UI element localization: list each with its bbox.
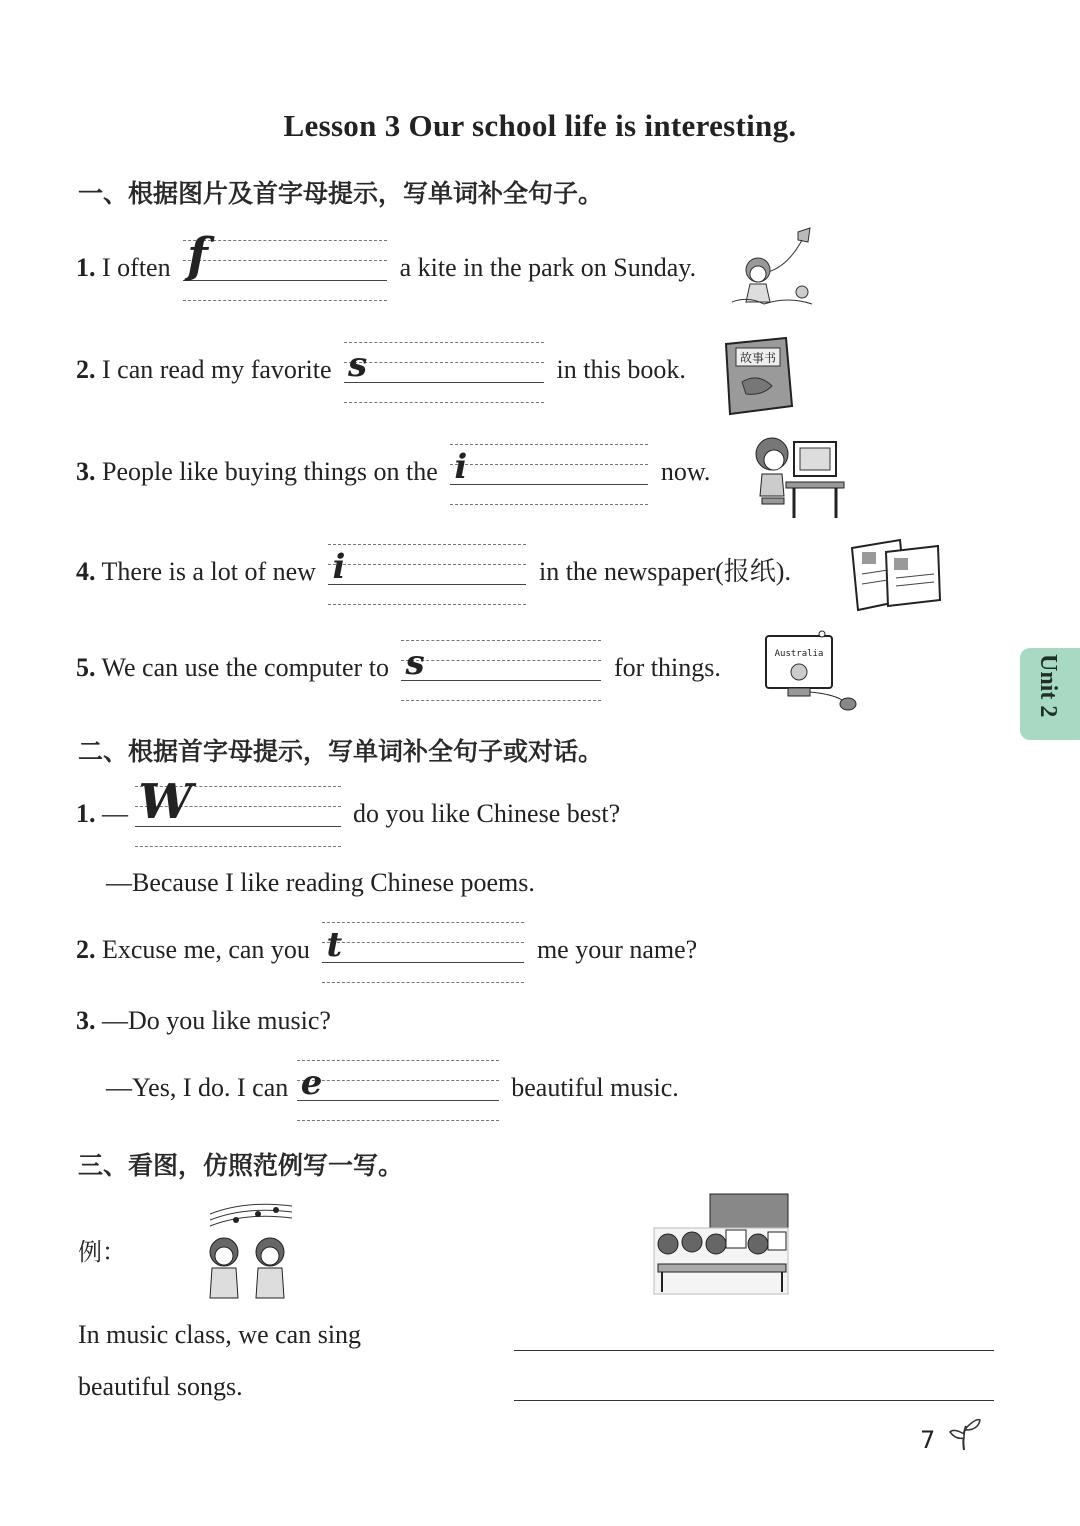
s2-item-3-reply xyxy=(106,1058,679,1122)
sentence-start: I can read my favorite xyxy=(102,354,332,384)
item-number: 3. xyxy=(76,1006,96,1035)
example-sentence-line2: beautiful songs. xyxy=(78,1372,243,1401)
answer-blank[interactable] xyxy=(328,542,526,606)
hint-letter: i xyxy=(332,547,346,587)
hint-letter: t xyxy=(326,925,343,965)
newspapers-illustration xyxy=(848,538,944,614)
sentence-end: a kite in the park on Sunday. xyxy=(399,252,697,282)
hint-letter: i xyxy=(454,447,468,487)
sentence-end: me your name? xyxy=(536,934,698,964)
girls-singing-illustration xyxy=(196,1196,300,1302)
lesson-title: Lesson 3 Our school life is interesting. xyxy=(283,108,797,143)
hint-letter: W xyxy=(138,774,193,830)
sprout-icon xyxy=(948,1416,982,1452)
girl-flying-kite-illustration xyxy=(728,226,820,310)
sentence-end: now. xyxy=(660,456,711,486)
sentence-start: There is a lot of new xyxy=(101,556,316,586)
dash: — xyxy=(102,798,128,828)
sentence-start: We can use the computer to xyxy=(101,652,389,682)
s2-item-1-reply: —Because I like reading Chinese poems. xyxy=(106,868,535,897)
answer-blank[interactable] xyxy=(401,638,601,702)
s2-item-1 xyxy=(76,774,621,848)
page-number: 7 xyxy=(920,1426,936,1454)
item-number: 1. xyxy=(76,252,96,282)
answer-line-2[interactable] xyxy=(514,1400,994,1401)
reply-start: —Yes, I do. I can xyxy=(106,1072,289,1102)
answer-blank[interactable] xyxy=(297,1058,499,1122)
item-number: 1. xyxy=(76,798,96,828)
hint-letter: f xyxy=(187,228,208,284)
computer-illustration xyxy=(762,630,862,714)
section3-heading: 三、看图，仿照范例写一写。 xyxy=(78,1151,404,1180)
book-label: 故事书 xyxy=(739,351,777,365)
s1-item-5 xyxy=(76,638,721,702)
sentence-start: I often xyxy=(102,252,171,282)
sentence-start: Excuse me, can you xyxy=(102,934,310,964)
storybook-illustration xyxy=(722,334,796,416)
answer-blank[interactable] xyxy=(344,340,544,404)
computer-class-illustration xyxy=(652,1192,790,1296)
hint-letter: s xyxy=(405,643,425,683)
girl-at-computer-illustration xyxy=(750,434,846,520)
answer-line-1[interactable] xyxy=(514,1350,994,1351)
sentence-end: in the newspaper(报纸). xyxy=(538,556,791,586)
section1-heading: 一、根据图片及首字母提示，写单词补全句子。 xyxy=(78,179,604,208)
answer-blank[interactable] xyxy=(450,442,648,506)
hint-letter: e xyxy=(300,1063,323,1103)
s2-item-3 xyxy=(76,1006,331,1036)
answer-blank[interactable] xyxy=(322,920,524,984)
s1-item-3 xyxy=(76,442,710,506)
unit-tab-label: Unit 2 xyxy=(1035,654,1061,718)
sentence-start: People like buying things on the xyxy=(102,456,438,486)
item-number: 2. xyxy=(76,354,96,384)
example-sentence-line1: In music class, we can sing xyxy=(78,1320,362,1349)
unit-tab xyxy=(1020,648,1080,740)
s1-item-4 xyxy=(76,542,791,606)
hint-letter: s xyxy=(348,345,368,385)
sentence-end: in this book. xyxy=(556,354,686,384)
item-number: 5. xyxy=(76,652,96,682)
s1-item-2 xyxy=(76,340,686,404)
item-number: 4. xyxy=(76,556,96,586)
sentence-end: beautiful music. xyxy=(511,1072,679,1102)
answer-blank[interactable] xyxy=(135,774,341,848)
sentence-end: for things. xyxy=(613,652,721,682)
sentence-end: do you like Chinese best? xyxy=(353,798,621,828)
item-number: 2. xyxy=(76,934,96,964)
answer-blank[interactable] xyxy=(183,228,387,302)
s2-item-2 xyxy=(76,920,697,984)
example-label: 例： xyxy=(78,1238,126,1266)
screen-label: Australia xyxy=(774,649,824,659)
item-number: 3. xyxy=(76,456,96,486)
section2-heading: 二、根据首字母提示，写单词补全句子或对话。 xyxy=(78,737,604,766)
s1-item-1 xyxy=(76,228,697,302)
question-text: —Do you like music? xyxy=(102,1006,331,1035)
